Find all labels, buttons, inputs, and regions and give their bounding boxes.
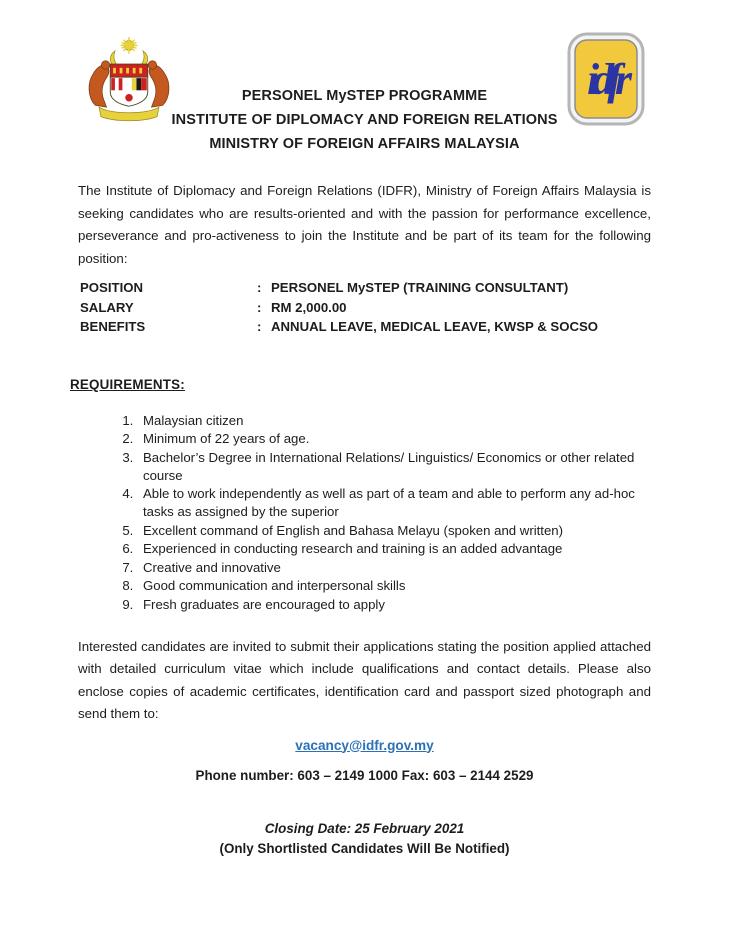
requirement-item: 2. Minimum of 22 years of age. [137,430,659,448]
benefits-label: BENEFITS [80,319,146,334]
requirement-item: 6. Experienced in conducting research and training is an added advantage [137,540,659,558]
vacancy-email-link[interactable]: vacancy@idfr.gov.my [295,737,434,753]
detail-row-position [80,278,651,298]
requirement-item: 1. Malaysian citizen [137,412,659,430]
requirement-item: 5. Excellent command of English and Bahasa Melayu (spoken and written) [137,522,659,540]
title-line-programme: PERSONEL MySTEP PROGRAMME [241,88,488,104]
requirements-list [0,412,659,614]
requirement-item: 8. Good communication and interpersonal skills [137,577,659,595]
requirement-item: 3. Bachelor’s Degree in International Relations/ Linguistics/ Economics or other related course [137,449,659,485]
salary-value: RM 2,000.00 [271,299,347,315]
email-line [0,738,729,753]
position-value: PERSONEL MySTEP (TRAINING CONSULTANT) [271,280,569,295]
idfr-monogram: idfr [587,55,625,104]
requirement-item: 7. Creative and innovative [137,559,659,577]
detail-row-salary [80,298,651,318]
intro-paragraph: The Institute of Diplomacy and Foreign Relations (IDFR), Ministry of Foreign Affairs Malaysia is seeking candidates who are results-oriented and with the passion for performance excellence, perseverance and pro-activeness to join the Institute and be part of its team for the following position: [78,183,651,266]
requirements-heading: REQUIREMENTS: [70,376,185,392]
phone-fax-line: Phone number: 603 – 2149 1000 Fax: 603 – 2144 2529 [195,767,534,783]
colon-separator: : [257,319,262,334]
title-line-institute: INSTITUTE OF DIPLOMACY AND FOREIGN RELATIONS [171,112,558,128]
document-title-block [0,84,729,156]
benefits-value: ANNUAL LEAVE, MEDICAL LEAVE, KWSP & SOCSO [271,319,599,334]
document-header [0,0,729,160]
application-instructions: Interested candidates are invited to submit their applications stating the position applied attached with detailed curriculum vitae which include qualifications and contact details. Please also enclose copies of academic certificates, identification card and passport sized photograph and send them to: [78,638,651,721]
position-label: POSITION [80,280,144,295]
title-line-ministry: MINISTRY OF FOREIGN AFFAIRS MALAYSIA [209,136,520,152]
closing-date-block [0,819,729,859]
shortlist-notice: (Only Shortlisted Candidates Will Be Notified) [219,840,510,856]
salary-label: SALARY [80,299,134,315]
colon-separator: : [257,280,262,295]
requirement-item: 9. Fresh graduates are encouraged to apply [137,596,659,614]
requirement-item: 4. Able to work independently as well as part of a team and able to perform any ad-hoc tasks as assigned by the superior [137,485,659,521]
colon-separator: : [257,299,262,315]
closing-date: Closing Date: 25 February 2021 [264,820,465,836]
position-details [80,278,651,337]
detail-row-benefits [80,317,651,337]
